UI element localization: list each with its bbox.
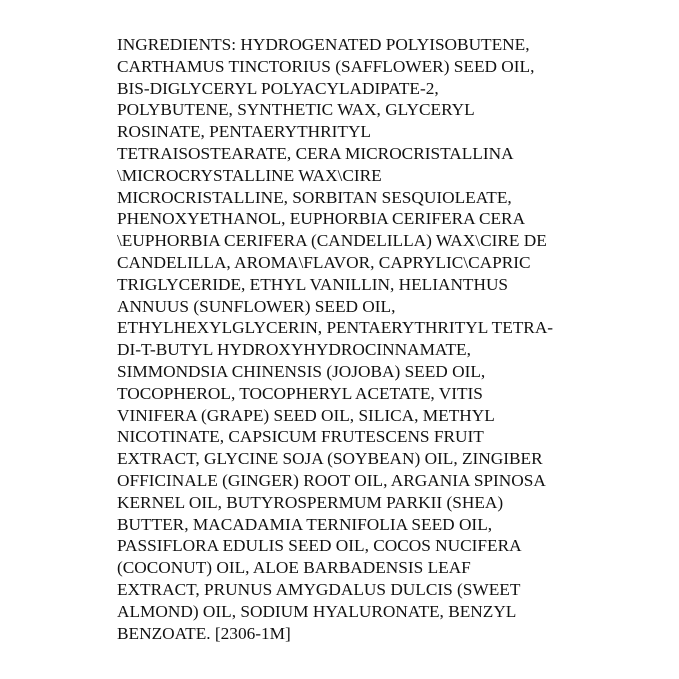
ingredients-line: KERNEL OIL, BUTYROSPERMUM PARKII (SHEA) [117,492,504,512]
ingredients-line: ANNUUS (SUNFLOWER) SEED OIL, [117,296,396,316]
ingredients-line: (COCONUT) OIL, ALOE BARBADENSIS LEAF [117,558,471,578]
ingredients-line: ROSINATE, PENTAERYTHRITYL [117,122,371,142]
ingredients-line: POLYBUTENE, SYNTHETIC WAX, GLYCERYL [117,100,475,120]
ingredients-text-block [117,34,553,644]
ingredients-line: NICOTINATE, CAPSICUM FRUTESCENS FRUIT [117,427,484,447]
ingredients-line: ETHYLHEXYLGLYCERIN, PENTAERYTHRITYL TETRA- [117,318,554,338]
ingredients-line: PASSIFLORA EDULIS SEED OIL, COCOS NUCIFERA [117,536,522,556]
ingredients-line: EXTRACT, GLYCINE SOJA (SOYBEAN) OIL, ZINGIBER [117,449,543,469]
ingredients-line: EXTRACT, PRUNUS AMYGDALUS DULCIS (SWEET [117,579,521,599]
ingredients-line: INGREDIENTS: HYDROGENATED POLYISOBUTENE, [117,35,530,54]
ingredients-line: \EUPHORBIA CERIFERA (CANDELILLA) WAX\CIRE DE [117,231,547,251]
ingredients-line: CANDELILLA, AROMA\FLAVOR, CAPRYLIC\CAPRIC [117,252,531,272]
ingredients-line: \MICROCRYSTALLINE WAX\CIRE [117,165,382,185]
ingredients-line: PHENOXYETHANOL, EUPHORBIA CERIFERA CERA [117,209,526,229]
ingredients-line: TRIGLYCERIDE, ETHYL VANILLIN, HELIANTHUS [117,274,509,294]
ingredients-line: OFFICINALE (GINGER) ROOT OIL, ARGANIA SPINOSA [117,470,546,490]
ingredients-line: TOCOPHEROL, TOCOPHERYL ACETATE, VITIS [117,383,483,403]
ingredients-line: ALMOND) OIL, SODIUM HYALURONATE, BENZYL [117,601,517,621]
ingredients-line: BUTTER, MACADAMIA TERNIFOLIA SEED OIL, [117,514,493,534]
ingredients-line: MICROCRISTALLINE, SORBITAN SESQUIOLEATE, [117,187,512,207]
ingredients-line: TETRAISOSTEARATE, CERA MICROCRISTALLINA [117,143,514,163]
ingredients-line: DI-T-BUTYL HYDROXYHYDROCINNAMATE, [117,340,471,360]
ingredients-line: VINIFERA (GRAPE) SEED OIL, SILICA, METHYL [117,405,495,425]
ingredients-line: SIMMONDSIA CHINENSIS (JOJOBA) SEED OIL, [117,361,486,381]
ingredients-line: CARTHAMUS TINCTORIUS (SAFFLOWER) SEED OIL, [117,56,535,76]
ingredients-line: BENZOATE. [2306-1M] [117,623,291,643]
ingredients-line: BIS-DIGLYCERYL POLYACYLADIPATE-2, [117,78,439,98]
